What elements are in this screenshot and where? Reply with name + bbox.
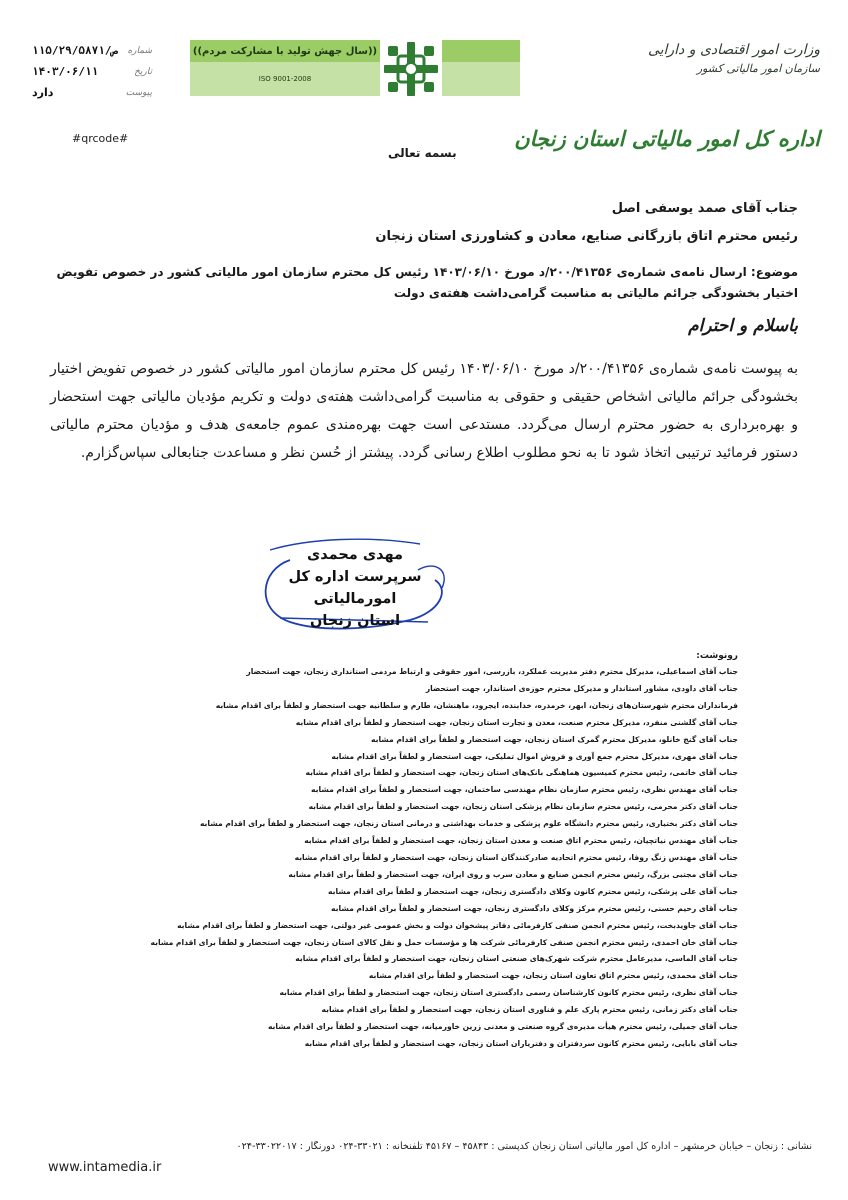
signature-text [250, 544, 460, 632]
attachment-value: دارد [32, 86, 54, 99]
cc-item: جناب آقای دکتر بختیاری، رئیس محترم دانشگاه علوم پزشکی و خدمات بهداشتی و درمانی استان زنجان، جهت استحضار و لطفاً برای اقدام مشابه [199, 819, 738, 829]
greeting: باسلام و احترام [688, 316, 798, 336]
cc-item: جناب آقای نظری، رئیس محترم کانون کارشناسان رسمی دادگستری استان زنجان، جهت استحضار و لطفاً برای اقدام مشابه [279, 988, 738, 998]
cc-item: جناب آقای مهندس زنگ روفا، رئیس محترم اتحادیه صادرکنندگان استان زنجان، جهت استحضار و لطفاً برای اقدام مشابه [294, 852, 738, 862]
cc-item: جناب آقای مهندس نظری، رئیس محترم سازمان نظام مهندسی ساختمان، جهت استحضار و لطفاً برای اقدام مشابه [311, 785, 738, 795]
letterhead-right [580, 40, 820, 78]
cc-block [38, 648, 738, 1053]
qrcode-placeholder: #qrcode# [72, 132, 129, 145]
number-value: ۱۱۵/۲۹/۵۸۷۱/ص [32, 44, 119, 57]
cc-list [38, 664, 738, 1053]
date-label: تاریخ [134, 66, 152, 77]
organization-name: سازمان امور مالیاتی کشور [696, 62, 820, 75]
signature-block [250, 530, 460, 640]
meta-date-row [32, 61, 152, 82]
cc-item: جناب آقای مهندس نیاتچیان، رئیس محترم اتاق صنعت و معدن استان زنجان، جهت استحضار و لطفاً برای اقدام مشابه [304, 836, 738, 846]
number-label: شماره [127, 45, 152, 56]
iso-label: ISO 9001-2008 [190, 62, 380, 96]
cc-title: رونوشت: [696, 651, 738, 661]
cc-item: جناب آقای اسماعیلی، مدیرکل محترم دفتر مدیریت عملکرد، بازرسی، امور حقوقی و ارتباط مردمی استانداری زنجان، جهت استحضار [246, 667, 738, 676]
cc-item: جناب آقای دکتر محرمی، رئیس محترم سازمان نظام پزشکی استان زنجان، جهت استحضار و لطفاً برای اقدام مشابه [308, 802, 738, 812]
department-title: اداره کل امور مالیاتی استان زنجان [514, 126, 820, 151]
cc-item: جناب آقای رحیم حسنی، رئیس محترم مرکز وکلای دادگستری زنجان، جهت استحضار و لطفاً برای اقدام مشابه [331, 903, 738, 913]
cc-item: جناب آقای مجتبی بزرگ، رئیس محترم انجمن صنایع و معادن سرب و روی ایران، جهت استحضار و لطفاً برای اقدام مشابه [288, 869, 738, 879]
subject-line: موضوع: ارسال نامه‌ی شماره‌ی ۲۰۰/۴۱۳۵۶/د مورخ ۱۴۰۳/۰۶/۱۰ رئیس کل محترم سازمان امور مالیاتی کشور در خصوص تفویض اختیار بخشودگی جرائم مالیاتی به مناسبت گرامی‌داشت هفته‌ی دولت [56, 265, 798, 300]
cc-item: جناب آقای مهری، مدیرکل محترم جمع آوری و فروش اموال تملیکی، جهت استحضار و لطفاً برای اقدام مشابه [331, 751, 738, 761]
slogan-text: ((سال جهش تولید با مشارکت مردم)) [190, 40, 380, 62]
cc-item: جناب آقای داودی، مشاور استاندار و مدیرکل محترم حوزه‌ی استاندار، جهت استحضار [425, 683, 738, 693]
ministry-name: وزارت امور اقتصادی و دارایی [647, 42, 820, 58]
cc-item: جناب آقای بابایی، رئیس محترم کانون سردفتران و دفتریاران استان زنجان، جهت استحضار و لطفاً برای اقدام مشابه [304, 1038, 738, 1048]
date-value: ۱۴۰۳/۰۶/۱۱ [32, 65, 99, 78]
cc-item: جناب آقای محمدی، رئیس محترم اتاق تعاون استان زنجان، جهت استحضار و لطفاً برای اقدام مشابه [368, 971, 738, 981]
slogan-banner [190, 40, 380, 96]
cc-item: جناب آقای دکتر زمانی، رئیس محترم پارک علم و فناوری استان زنجان، جهت استحضار و لطفاً برای اقدام مشابه [321, 1005, 738, 1015]
website-watermark: www.intamedia.ir [48, 1160, 162, 1175]
cc-item: جناب آقای خان احمدی، رئیس محترم انجمن صنفی کارفرمائی شرکت ها و مؤسسات حمل و نقل کالای استان زنجان، جهت استحضار و لطفاً برای اقدام مشابه [150, 937, 738, 947]
cc-item: جناب آقای الماسی، مدیرعامل محترم شرکت شهرک‌های صنعتی استان زنجان، جهت استحضار و لطفاً برای اقدام مشابه [295, 954, 738, 964]
basmala: بسمه تعالی [388, 146, 457, 160]
cc-item: جناب آقای گلشنی منفرد، مدیرکل محترم صنعت، معدن و تجارت استان زنجان، جهت استحضار و لطفاً برای اقدام مشابه [295, 717, 738, 727]
attachment-label: پیوست [125, 87, 152, 98]
footer-address: نشانی : زنجان – خیابان خرمشهر – اداره کل امور مالیاتی استان زنجان کدپستی : ۴۵۸۴۳ – ۴۵۱۶۷ تلفنخانه : ۳۳۰۲۱-۰۲۴ دورنگار : ۳۳۰۲۲۰۱۷-۰۲۴ [236, 1141, 812, 1152]
banner-right-stripe [442, 40, 520, 96]
recipient-name: جناب آقای صمد یوسفی اصل [611, 201, 798, 216]
cc-item: جناب آقای گنج خانلو، مدیرکل محترم گمرک استان زنجان، جهت استحضار و لطفاً برای اقدام مشابه [370, 734, 738, 744]
cc-item: جناب آقای جاویدبخت، رئیس محترم انجمن صنفی کارفرمائی دفاتر پیشخوان دولت و بخش عمومی غیر دولتی، جهت استحضار و لطفاً برای اقدام مشابه [177, 920, 738, 930]
meta-number-row [32, 40, 152, 61]
cc-item: جناب آقای جمیلی، رئیس محترم هیأت مدیره‌ی گروه صنعتی و معدنی زرین خاورمیانه، جهت استحضار و لطفاً برای اقدام مشابه [267, 1022, 738, 1032]
cc-item: جناب آقای علی پزشکی، رئیس محترم کانون وکلای دادگستری زنجان، جهت استحضار و لطفاً برای اقدام مشابه [328, 886, 738, 896]
signer-title: سرپرست اداره کل امورمالیاتی [288, 569, 422, 607]
letter-body: به پیوست نامه‌ی شماره‌ی ۲۰۰/۴۱۳۵۶/د مورخ ۱۴۰۳/۰۶/۱۰ رئیس کل محترم سازمان امور مالیاتی کشور در خصوص تفویض اختیار بخشودگی جرائم مالیاتی اشخاص حقیقی و حقوقی به مناسبت گرامی‌داشت هفته‌ی دولت و تکریم مؤدیان مالیاتی جهت استحضار و بهره‌برداری به حضور محترم ارسال می‌گردد. مستدعی است جهت بهره‌مندی عموم جامعه‌ی هدف و مؤدیان محترم مالیاتی دستور فرمائید ترتیبی اتخاذ شود تا به نحو مطلوب اطلاع رسانی گردد. پیشتر از حُسن نظر و مساعدت جنابعالی سپاس‌گزارم. [50, 361, 798, 461]
signer-name: مهدی محمدی [306, 547, 404, 563]
letter-meta [32, 40, 152, 103]
recipient-block [78, 195, 798, 251]
recipient-title: رئیس محترم اتاق بازرگانی صنایع، معادن و کشاورزی استان زنجان [375, 229, 798, 244]
cc-item: فرمانداران محترم شهرستان‌های زنجان، ابهر، خرمدره، خدابنده، ایجرود، ماهنشان، طارم و سلطانیه جهت استحضار و لطفاً برای اقدام مشابه [215, 700, 738, 710]
meta-attachment-row [32, 82, 152, 103]
cc-item: جناب آقای خاتمی، رئیس محترم کمیسیون هماهنگی بانک‌های استان زنجان، جهت استحضار و لطفاً برای اقدام مشابه [305, 768, 738, 778]
tax-organization-logo-icon [380, 38, 442, 100]
signer-region: استان زنجان [309, 613, 401, 629]
